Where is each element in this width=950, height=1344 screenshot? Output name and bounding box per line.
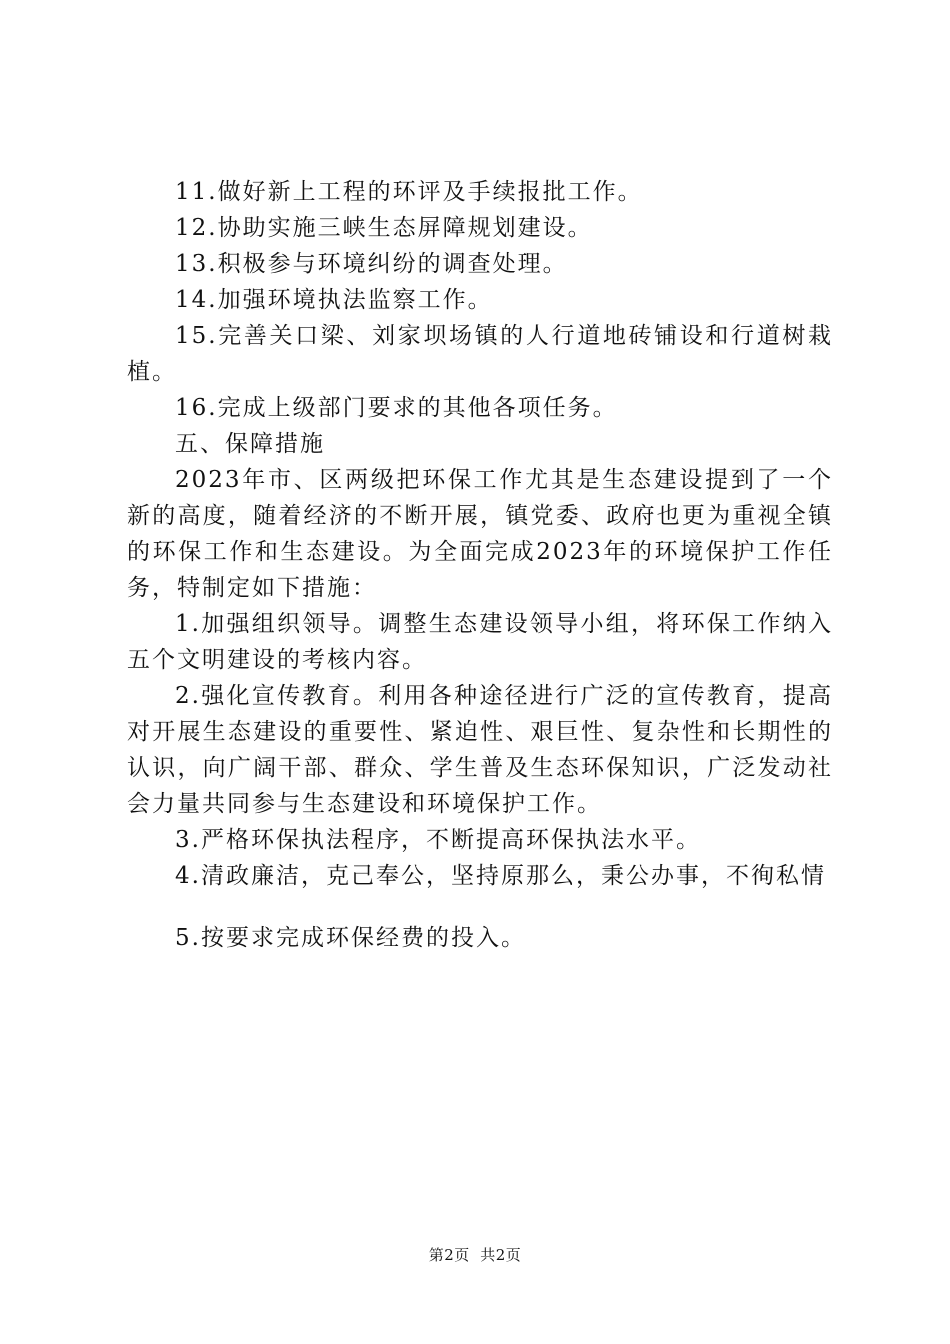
measure-5: 5.按要求完成环保经费的投入。 <box>175 925 526 951</box>
measure-2: 2.强化宣传教育。利用各种途径进行广泛的宣传教育，提高对开展生态建设的重要性、紧迫性、艰巨性、复杂性和长期性的认识，向广阔干部、群众、学生普及生态环保知识，广泛发动社会力量共同参与生态建设和环境保护工作。 <box>127 683 833 817</box>
item-11: 11.做好新上工程的环评及手续报批工作。 <box>175 179 643 205</box>
item-15: 15.完善关口梁、刘家坝场镇的人行道地砖铺设和行道树栽植。 <box>127 323 833 385</box>
section-heading: 五、保障措施 <box>175 431 325 457</box>
item-13: 13.积极参与环境纠纷的调查处理。 <box>175 251 568 277</box>
item-12: 12.协助实施三峡生态屏障规划建设。 <box>175 215 593 241</box>
item-14: 14.加强环境执法监察工作。 <box>175 287 493 313</box>
measure-1: 1.加强组织领导。调整生态建设领导小组，将环保工作纳入五个文明建设的考核内容。 <box>127 611 833 673</box>
measure-4: 4.清政廉洁，克己奉公，坚持原那么，秉公办事，不徇私情 <box>175 863 826 889</box>
section-intro: 2023年市、区两级把环保工作尤其是生态建设提到了一个新的高度，随着经济的不断开展，镇党委、政府也更为重视全镇的环保工作和生态建设。为全面完成2023年的环境保护工作任务，特制定如下措施： <box>127 467 833 601</box>
item-16: 16.完成上级部门要求的其他各项任务。 <box>175 395 618 421</box>
page-footer <box>0 1245 950 1265</box>
measure-3: 3.严格环保执法程序，不断提高环保执法水平。 <box>175 827 701 853</box>
document-body <box>127 174 833 956</box>
page-number: 第2页 共2页 <box>428 1246 522 1264</box>
